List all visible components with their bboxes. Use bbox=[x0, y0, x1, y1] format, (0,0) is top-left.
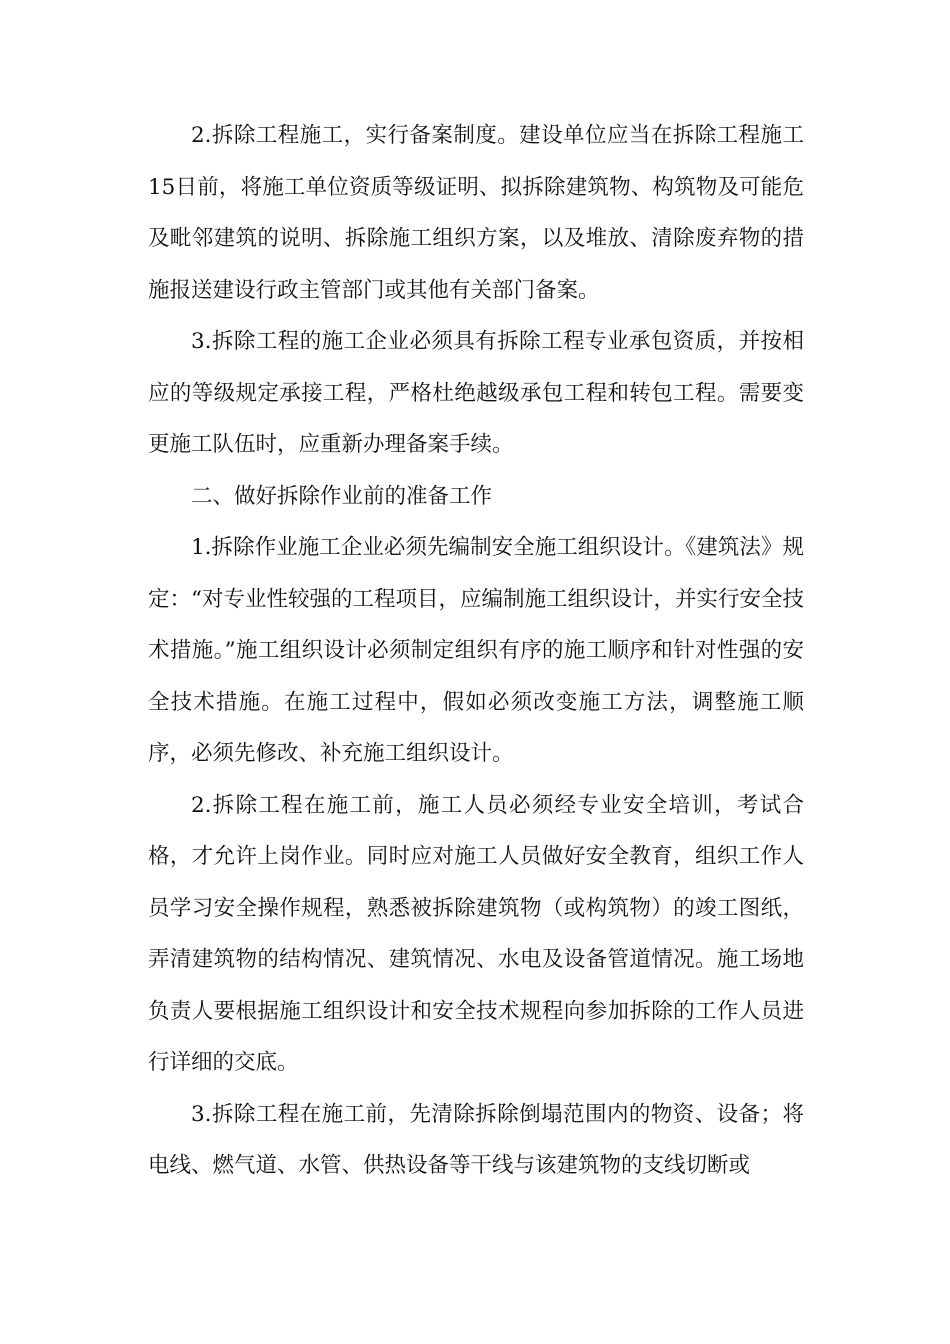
document-body bbox=[148, 110, 804, 1192]
paragraph-safety-training: 2.拆除工程在施工前，施工人员必须经专业安全培训，考试合格，才允许上岗作业。同时应对施工人员做好安全教育，组织工作人员学习安全操作规程，熟悉被拆除建筑物（或构筑物）的竣工图纸，弄清建筑物的结构情况、建筑情况、水电及设备管道情况。施工场地负责人要根据施工组织设计和安全技术规程向参加拆除的工作人员进行详细的交底。 bbox=[148, 792, 804, 1075]
paragraph-demolition-filing: 2.拆除工程施工，实行备案制度。建设单位应当在拆除工程施工15日前，将施工单位资质等级证明、拟拆除建筑物、构筑物及可能危及毗邻建筑的说明、拆除施工组织方案，以及堆放、清除废弃物的措施报送建设行政主管部门或其他有关部门备案。 bbox=[148, 123, 804, 303]
paragraph-contractor-qualification: 3.拆除工程的施工企业必须具有拆除工程专业承包资质，并按相应的等级规定承接工程，严格杜绝越级承包工程和转包工程。需要变更施工队伍时，应重新办理备案手续。 bbox=[148, 329, 804, 457]
paragraph-safety-design: 1.拆除作业施工企业必须先编制安全施工组织设计。《建筑法》规定：“对专业性较强的工程项目，应编制施工组织设计，并实行安全技术措施。”施工组织设计必须制定组织有序的施工顺序和针对性强的安全技术措施。在施工过程中，假如必须改变施工方法，调整施工顺序，必须先修改、补充施工组织设计。 bbox=[148, 535, 804, 766]
paragraph-site-clearing: 3.拆除工程在施工前，先清除拆除倒塌范围内的物资、设备；将电线、燃气道、水管、供热设备等干线与该建筑物的支线切断或 bbox=[148, 1101, 804, 1178]
section-heading-preparation: 二、做好拆除作业前的准备工作 bbox=[191, 483, 493, 509]
